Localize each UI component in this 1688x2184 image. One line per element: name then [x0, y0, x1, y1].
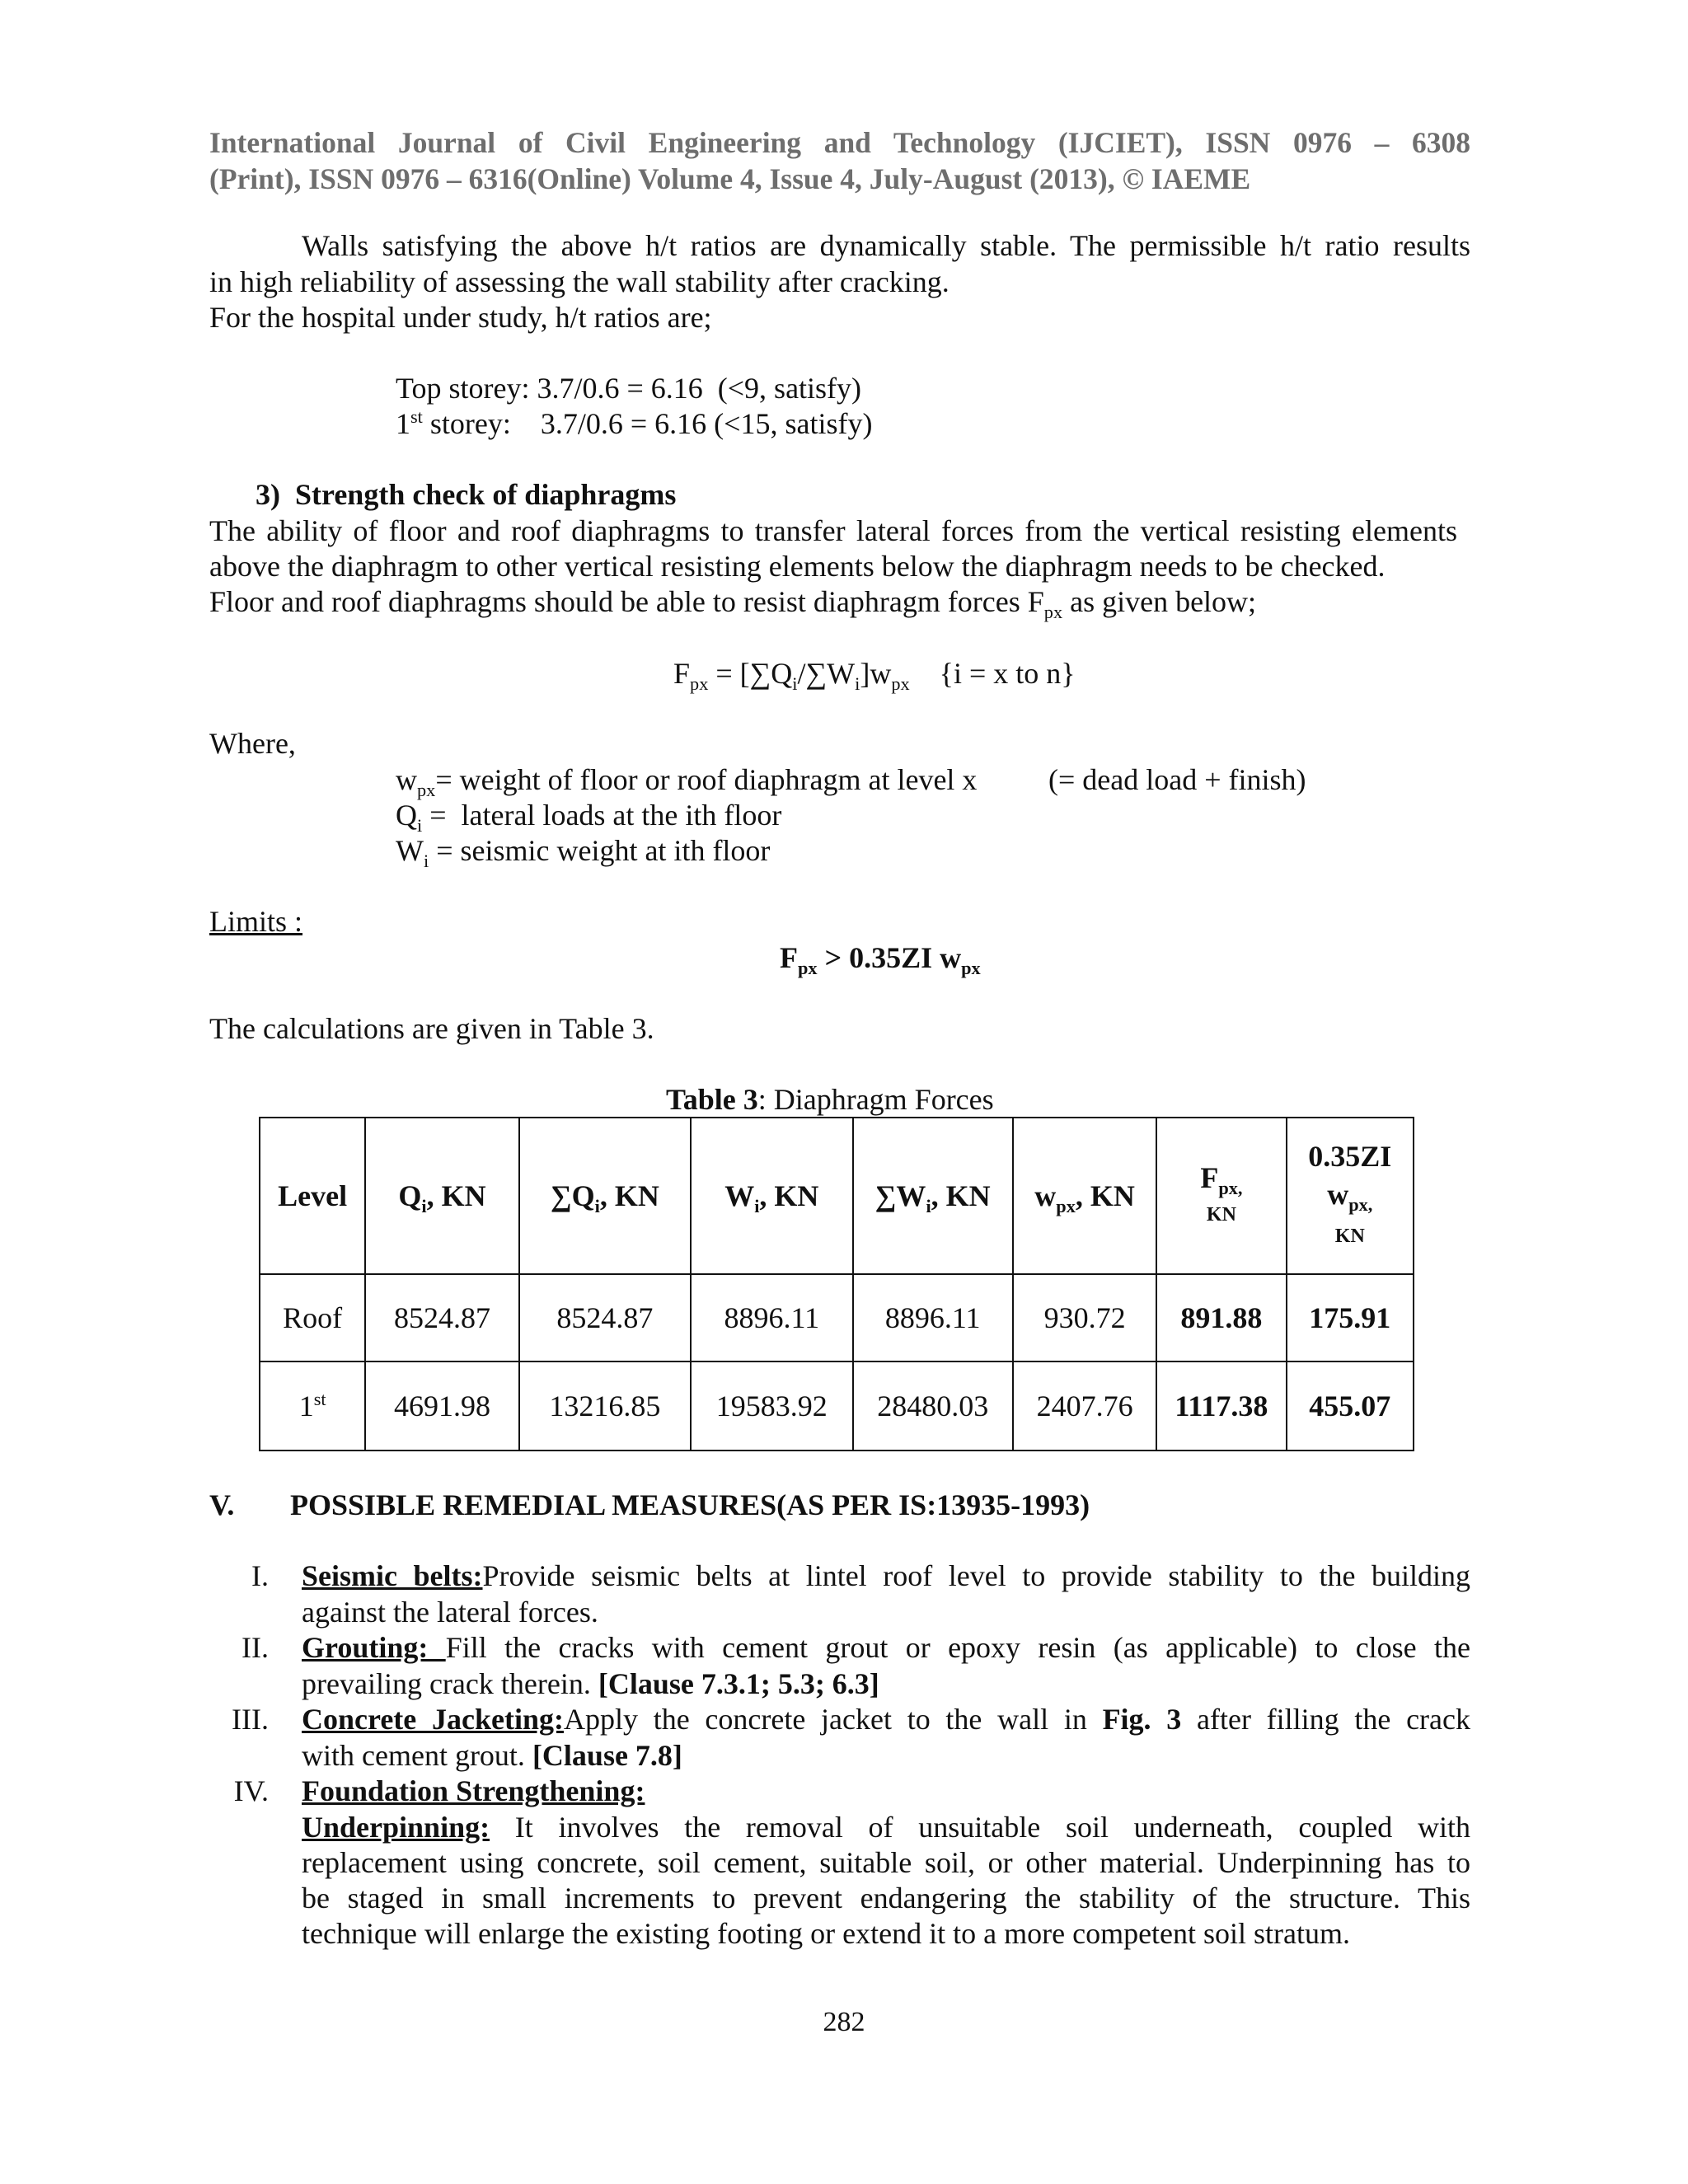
limit-formula: $F_{px} > 0.35ZI$ $w_{px}$ — [780, 941, 981, 979]
cell-wi: 8896.11 — [691, 1274, 852, 1361]
header-sum-wi: $\sum W_i$, KN — [853, 1118, 1013, 1274]
paragraph-line: above the diaphragm to other vertical resisting elements below the diaphragm needs to be checked. — [209, 550, 1386, 583]
list-number: II. — [241, 1631, 269, 1664]
cell-qi: 8524.87 — [365, 1274, 518, 1361]
paragraph-line: For the hospital under study, h/t ratios are; — [209, 301, 712, 334]
cell-qi: 4691.98 — [365, 1361, 518, 1451]
list-item-continuation: be staged in small increments to prevent endangering the stability of the structure. This — [302, 1882, 1470, 1915]
cell-sum-qi: 8524.87 — [519, 1274, 691, 1361]
list-item: Seismic belts:Provide seismic belts at lintel roof level to provide stability to the building — [302, 1559, 1471, 1592]
list-item: Concrete Jacketing:Apply the concrete jacket to the wall in Fig. 3 after filling the crack — [302, 1703, 1471, 1736]
cell-sum-wi: 8896.11 — [853, 1274, 1013, 1361]
table-row — [260, 1274, 1414, 1361]
section-heading: 3) Strength check of diaphragms — [256, 478, 677, 511]
definition-wpx: $w_{px}=$ weight of floor or roof diaphragm at level x — [396, 763, 978, 801]
list-number: IV. — [233, 1774, 269, 1807]
paragraph-line: Floor and roof diaphragms should be able to resist diaphragm forces $F_{px}$ as given below; — [209, 585, 1257, 623]
list-item-continuation: technique will enlarge the existing footing or extend it to a more competent soil stratum. — [302, 1917, 1351, 1950]
list-number: III. — [232, 1703, 269, 1736]
header-fpx: $F_{px,}$ KN — [1156, 1118, 1286, 1274]
list-item-continuation: prevailing crack therein. [Clause 7.3.1; 5.3; 6.3] — [302, 1667, 879, 1700]
list-item-continuation: against the lateral forces. — [302, 1596, 598, 1629]
definition-wi: $W_i$ = seismic weight at ith floor — [396, 834, 771, 872]
journal-header-line-1: International Journal of Civil Engineering and Technology (IJCIET), ISSN 0976 – 6308 — [209, 126, 1470, 159]
header-sum-qi: $\sum Q_i$, KN — [519, 1118, 691, 1274]
table-caption: Table 3: Diaphragm Forces — [666, 1083, 994, 1116]
list-number: I. — [251, 1559, 269, 1592]
header-qi: $Q_i$, KN — [365, 1118, 518, 1274]
cell-sum-wi: 28480.03 — [853, 1361, 1013, 1451]
cell-limit: 455.07 — [1287, 1361, 1414, 1451]
first-storey-ratio: 1st storey: 3.7/0.6 = 6.16 (<15, satisfy) — [396, 406, 873, 440]
journal-header-line-2: (Print), ISSN 0976 – 6316(Online) Volume 4, Issue 4, July-August (2013), © IAEME — [209, 162, 1251, 195]
list-item-continuation: replacement using concrete, soil cement, suitable soil, or other material. Underpinning has to — [302, 1846, 1470, 1879]
cell-fpx: 1117.38 — [1156, 1361, 1286, 1451]
where-label: Where, — [209, 727, 296, 760]
calculations-note: The calculations are given in Table 3. — [209, 1012, 654, 1045]
cell-wpx: 2407.76 — [1013, 1361, 1156, 1451]
cell-wpx: 930.72 — [1013, 1274, 1156, 1361]
definition-wpx-note: (= dead load + finish) — [1048, 763, 1306, 796]
list-item: Grouting: Fill the cracks with cement grout or epoxy resin (as applicable) to close the — [302, 1631, 1471, 1664]
diaphragm-force-formula: $F_{px} = [\sum Q_i/\sum W_i]w_{px}$ {i = x to n} — [673, 657, 1076, 695]
cell-level: 1st — [260, 1361, 365, 1451]
table-header-row — [260, 1118, 1414, 1274]
list-item-continuation: with cement grout. [Clause 7.8] — [302, 1739, 682, 1772]
top-storey-ratio: Top storey: 3.7/0.6 = 6.16 (<9, satisfy) — [396, 372, 862, 405]
page-number: 282 — [823, 2007, 865, 2037]
cell-wi: 19583.92 — [691, 1361, 852, 1451]
paragraph-line: in high reliability of assessing the wall stability after cracking. — [209, 265, 950, 298]
section-title: POSSIBLE REMEDIAL MEASURES(AS PER IS:13935-1993) — [290, 1488, 1090, 1521]
definition-qi: $Q_i$ = lateral loads at the ith floor — [396, 799, 782, 837]
header-level: Level — [260, 1118, 365, 1274]
cell-fpx: 891.88 — [1156, 1274, 1286, 1361]
limits-label: Limits : — [209, 905, 303, 938]
list-item-continuation: Underpinning: It involves the removal of unsuitable soil underneath, coupled with — [302, 1811, 1470, 1844]
header-wi: $W_i$, KN — [691, 1118, 852, 1274]
list-item: Foundation Strengthening: — [302, 1774, 645, 1807]
paragraph-line: Walls satisfying the above h/t ratios are dynamically stable. The permissible h/t ratio results — [302, 229, 1470, 262]
diaphragm-forces-table — [259, 1117, 1414, 1451]
cell-sum-qi: 13216.85 — [519, 1361, 691, 1451]
header-wpx: $w_{px}$, KN — [1013, 1118, 1156, 1274]
paragraph-line: The ability of floor and roof diaphragms to transfer lateral forces from the vertical resisting elements — [209, 514, 1457, 547]
table-row — [260, 1361, 1414, 1451]
cell-limit: 175.91 — [1287, 1274, 1414, 1361]
cell-level: Roof — [260, 1274, 365, 1361]
header-limit: 0.35ZI $w_{px,}$ KN — [1287, 1118, 1414, 1274]
section-number: V. — [209, 1488, 235, 1521]
